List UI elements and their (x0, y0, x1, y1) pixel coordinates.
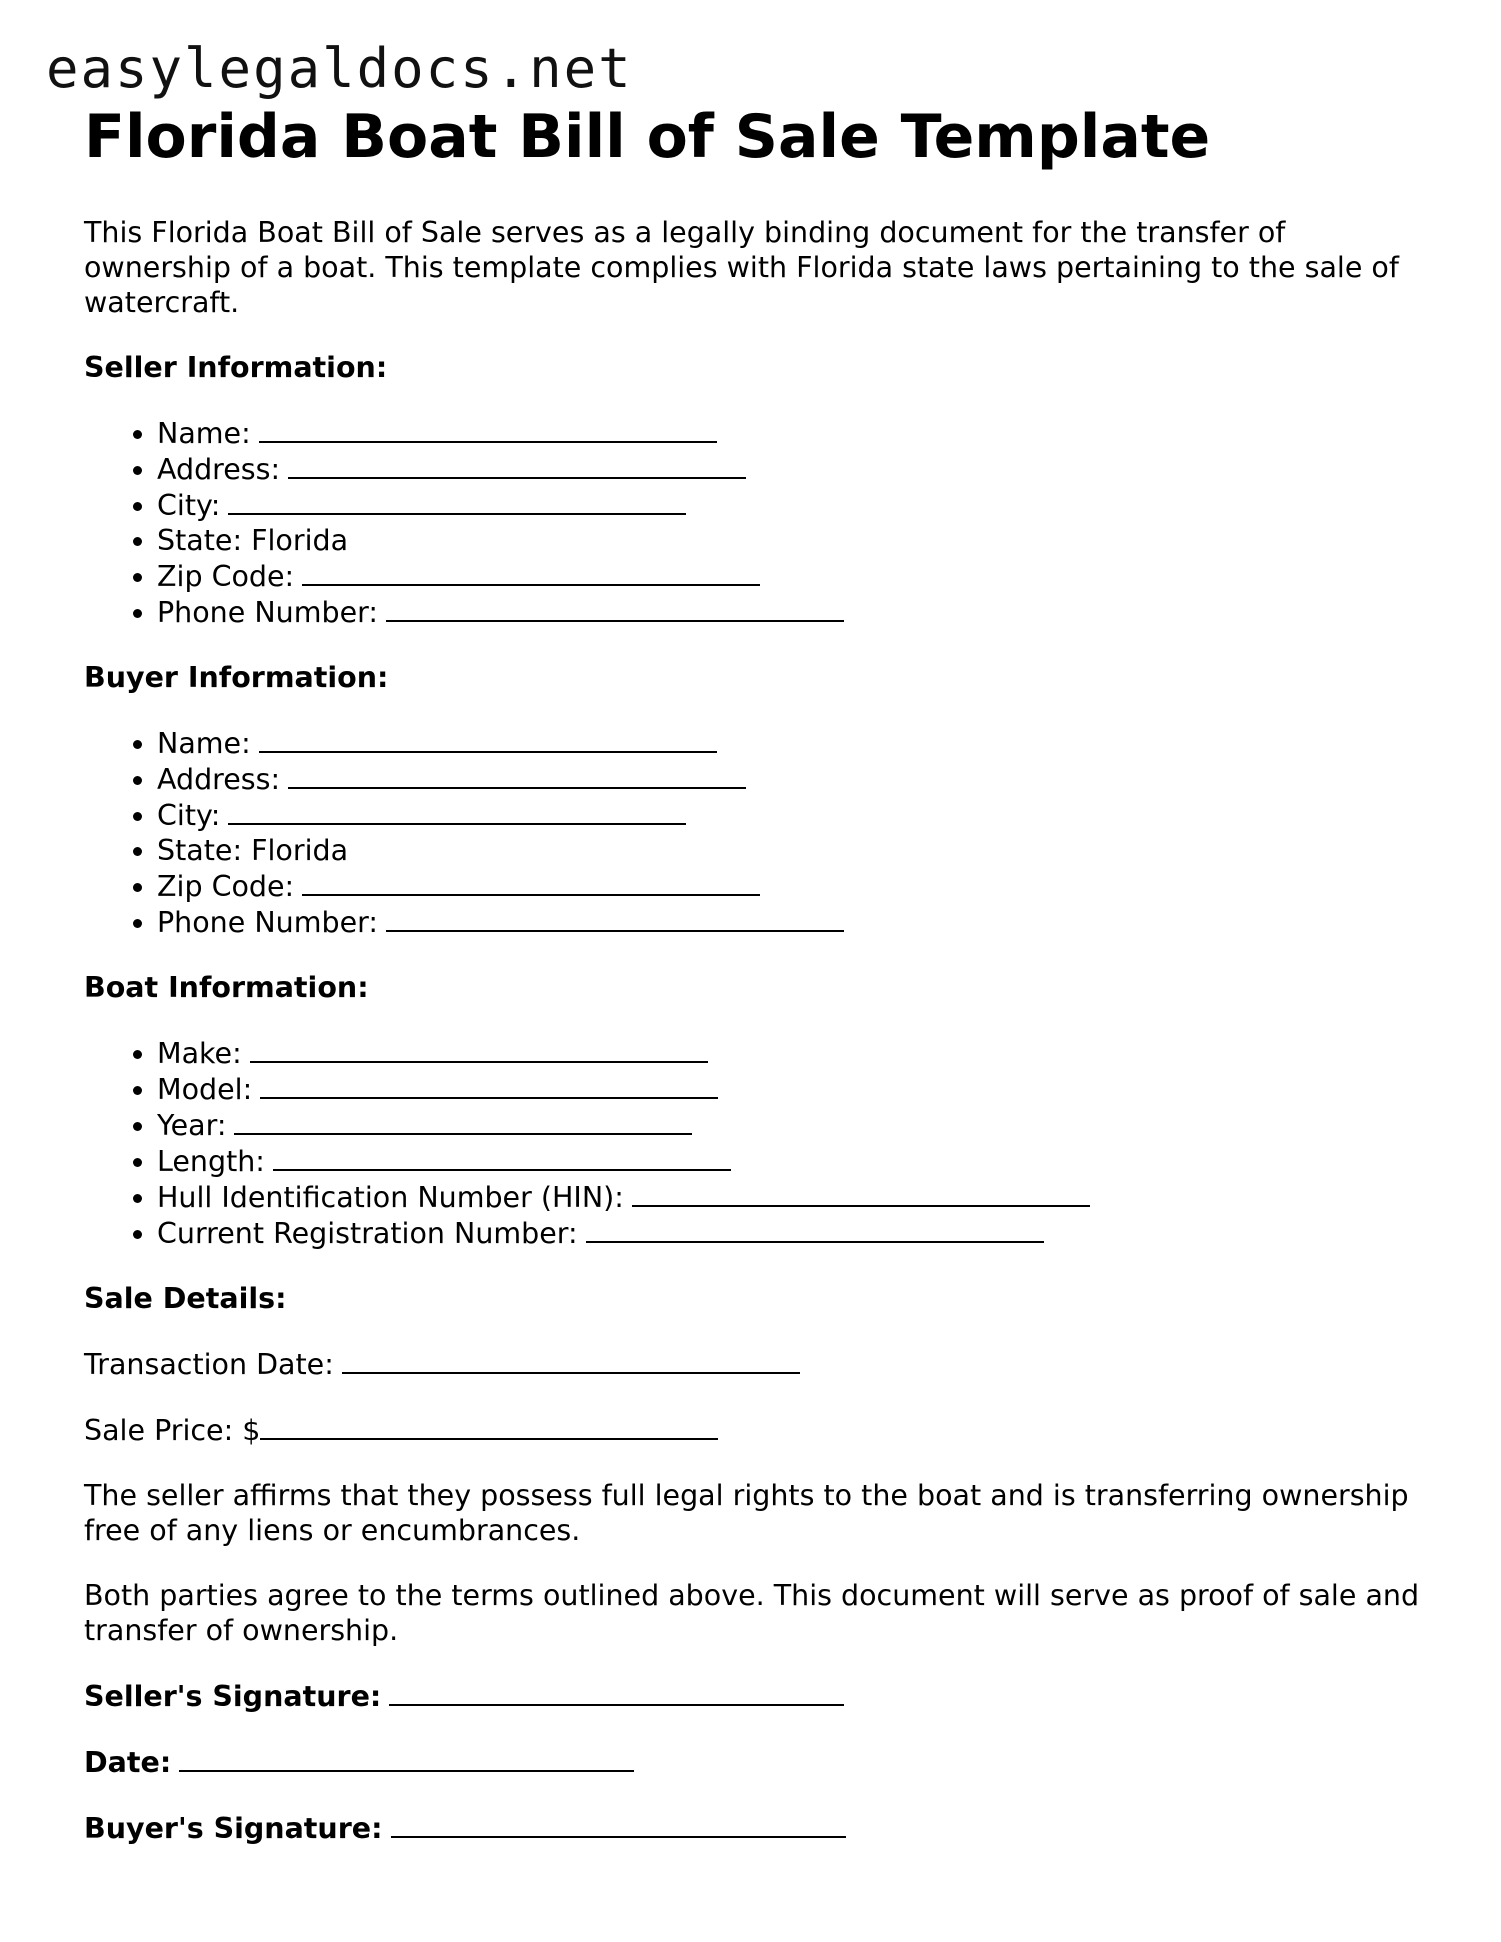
document-title: Florida Boat Bill of Sale Template (84, 102, 1211, 172)
boat-year-blank[interactable] (234, 1107, 692, 1135)
boat-hin-blank[interactable] (632, 1179, 1090, 1207)
site-watermark: easylegaldocs.net (46, 37, 633, 100)
buyer-info-list (84, 725, 1424, 940)
buyer-phone-item (157, 904, 1424, 940)
seller-signature-line (84, 1678, 1424, 1714)
buyer-address-label: Address: (157, 763, 281, 796)
seller-section-heading: Seller Information: (84, 351, 388, 384)
buyer-signature-blank[interactable] (391, 1810, 846, 1838)
buyer-name-item (157, 725, 1424, 761)
buyer-signature-label: Buyer's Signature: (84, 1812, 383, 1845)
boat-section-heading: Boat Information: (84, 971, 369, 1004)
buyer-city-item (157, 797, 1424, 833)
seller-city-blank[interactable] (228, 487, 686, 515)
seller-phone-item (157, 594, 1424, 630)
buyer-zip-label: Zip Code: (157, 870, 295, 903)
seller-city-label: City: (157, 489, 221, 522)
buyer-phone-blank[interactable] (386, 904, 844, 932)
seller-zip-item (157, 558, 1424, 594)
sale-price-label: Sale Price: $ (84, 1414, 261, 1447)
boat-year-item (157, 1107, 1424, 1143)
boat-length-blank[interactable] (273, 1143, 731, 1171)
seller-name-label: Name: (157, 417, 251, 450)
buyer-address-item (157, 761, 1424, 797)
agreement-paragraph: Both parties agree to the terms outlined above. This document will serve as proof of sale and transfer of ownership. (84, 1579, 1420, 1647)
boat-registration-label: Current Registration Number: (157, 1217, 578, 1250)
seller-phone-label: Phone Number: (157, 596, 378, 629)
buyer-city-blank[interactable] (228, 797, 686, 825)
buyer-state-item (157, 833, 1424, 868)
seller-signature-blank[interactable] (389, 1678, 844, 1706)
transaction-date-label: Transaction Date: (84, 1348, 334, 1381)
buyer-address-blank[interactable] (288, 761, 746, 789)
seller-phone-blank[interactable] (386, 594, 844, 622)
signature-date-line (84, 1744, 1424, 1780)
seller-info-list (84, 415, 1424, 630)
seller-address-item (157, 451, 1424, 487)
intro-paragraph: This Florida Boat Bill of Sale serves as a legally binding document for the transfer of ownership of a boat. This template complies with Florida state laws pertaining to the sale of watercraft. (84, 216, 1399, 319)
seller-address-label: Address: (157, 453, 281, 486)
transaction-date-line (84, 1346, 1424, 1382)
document-body (84, 215, 1424, 1876)
boat-registration-item (157, 1215, 1424, 1251)
sale-price-line (84, 1412, 1424, 1448)
buyer-state-label: State: Florida (157, 834, 349, 867)
buyer-signature-line (84, 1810, 1424, 1846)
seller-city-item (157, 487, 1424, 523)
affirmation-paragraph: The seller affirms that they possess full legal rights to the boat and is transferring ownership free of any liens or encumbrances. (84, 1479, 1409, 1547)
seller-state-item (157, 523, 1424, 558)
seller-name-blank[interactable] (259, 415, 717, 443)
boat-model-item (157, 1071, 1424, 1107)
seller-name-item (157, 415, 1424, 451)
seller-zip-blank[interactable] (302, 558, 760, 586)
boat-make-label: Make: (157, 1037, 242, 1070)
signature-date-label: Date: (84, 1746, 172, 1779)
seller-address-blank[interactable] (288, 451, 746, 479)
boat-hin-label: Hull Identification Number (HIN): (157, 1181, 624, 1214)
boat-length-item (157, 1143, 1424, 1179)
buyer-zip-blank[interactable] (302, 868, 760, 896)
transaction-date-blank[interactable] (342, 1346, 800, 1374)
seller-zip-label: Zip Code: (157, 560, 295, 593)
boat-make-blank[interactable] (250, 1035, 708, 1063)
buyer-city-label: City: (157, 799, 221, 832)
buyer-zip-item (157, 868, 1424, 904)
sale-section-heading: Sale Details: (84, 1282, 287, 1315)
boat-model-blank[interactable] (260, 1071, 718, 1099)
signature-date-blank[interactable] (179, 1744, 634, 1772)
boat-length-label: Length: (157, 1145, 265, 1178)
boat-info-list (84, 1035, 1424, 1251)
boat-make-item (157, 1035, 1424, 1071)
buyer-section-heading: Buyer Information: (84, 661, 389, 694)
buyer-name-label: Name: (157, 727, 251, 760)
boat-model-label: Model: (157, 1073, 253, 1106)
buyer-name-blank[interactable] (259, 725, 717, 753)
seller-signature-label: Seller's Signature: (84, 1680, 382, 1713)
seller-state-label: State: Florida (157, 524, 349, 557)
boat-registration-blank[interactable] (586, 1215, 1044, 1243)
sale-price-blank[interactable] (260, 1412, 718, 1440)
buyer-phone-label: Phone Number: (157, 906, 378, 939)
boat-year-label: Year: (157, 1109, 227, 1142)
boat-hin-item (157, 1179, 1424, 1215)
